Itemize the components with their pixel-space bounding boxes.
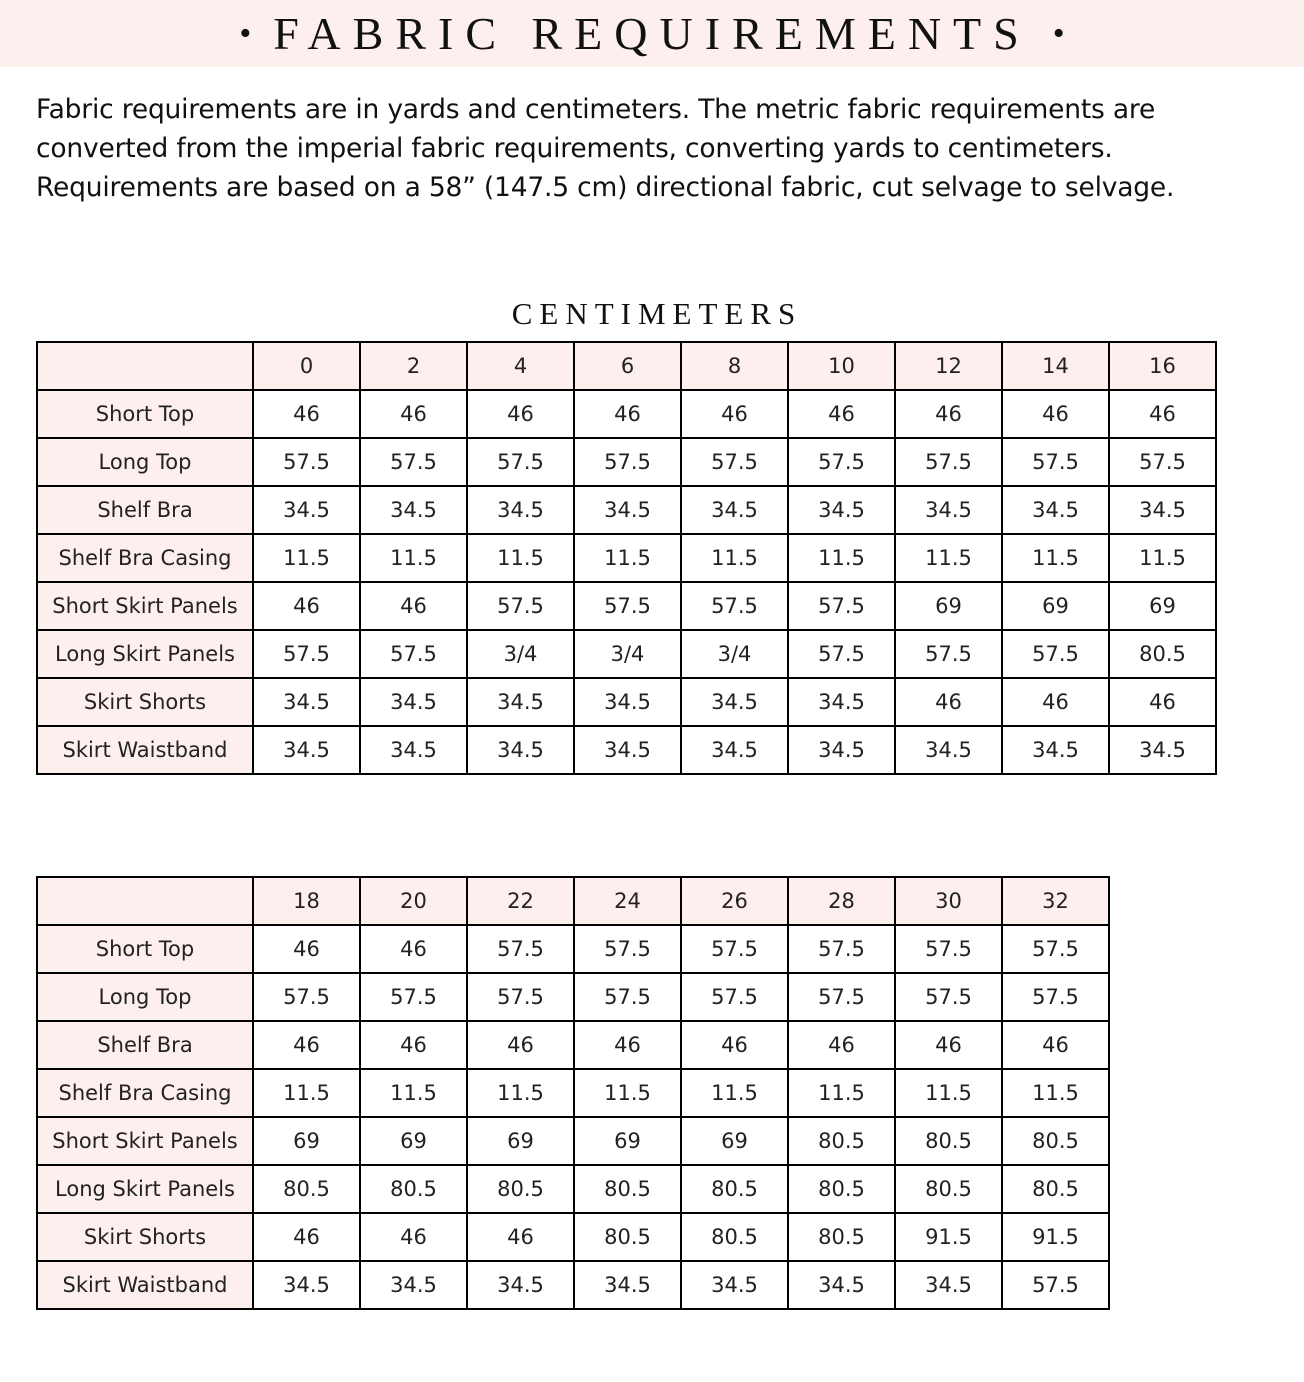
size-header: 30 bbox=[895, 877, 1002, 925]
table-row bbox=[37, 1069, 1109, 1117]
value-cell: 57.5 bbox=[574, 438, 681, 486]
value-cell: 34.5 bbox=[574, 486, 681, 534]
row-label: Long Top bbox=[37, 973, 253, 1021]
value-cell: 34.5 bbox=[360, 486, 467, 534]
value-cell: 34.5 bbox=[467, 1261, 574, 1309]
size-header: 20 bbox=[360, 877, 467, 925]
title-banner bbox=[0, 0, 1304, 67]
table-row bbox=[37, 390, 1216, 438]
requirements-table-sizes-0-16 bbox=[36, 341, 1217, 775]
value-cell: 57.5 bbox=[253, 973, 360, 1021]
value-cell: 57.5 bbox=[1002, 630, 1109, 678]
value-cell: 57.5 bbox=[895, 630, 1002, 678]
size-header: 0 bbox=[253, 342, 360, 390]
value-cell: 11.5 bbox=[895, 534, 1002, 582]
value-cell: 11.5 bbox=[1109, 534, 1216, 582]
value-cell: 34.5 bbox=[681, 1261, 788, 1309]
value-cell: 57.5 bbox=[788, 973, 895, 1021]
size-header: 2 bbox=[360, 342, 467, 390]
value-cell: 46 bbox=[360, 390, 467, 438]
value-cell: 80.5 bbox=[467, 1165, 574, 1213]
value-cell: 80.5 bbox=[1002, 1165, 1109, 1213]
value-cell: 3/4 bbox=[574, 630, 681, 678]
row-label: Skirt Shorts bbox=[37, 1213, 253, 1261]
value-cell: 34.5 bbox=[788, 678, 895, 726]
value-cell: 69 bbox=[360, 1117, 467, 1165]
value-cell: 46 bbox=[788, 390, 895, 438]
value-cell: 34.5 bbox=[895, 486, 1002, 534]
value-cell: 57.5 bbox=[360, 438, 467, 486]
size-header: 8 bbox=[681, 342, 788, 390]
value-cell: 46 bbox=[1002, 1021, 1109, 1069]
value-cell: 57.5 bbox=[467, 582, 574, 630]
size-header: 16 bbox=[1109, 342, 1216, 390]
value-cell: 57.5 bbox=[681, 582, 788, 630]
value-cell: 57.5 bbox=[360, 630, 467, 678]
value-cell: 46 bbox=[681, 390, 788, 438]
row-label: Skirt Waistband bbox=[37, 726, 253, 774]
row-label: Short Skirt Panels bbox=[37, 582, 253, 630]
value-cell: 46 bbox=[574, 1021, 681, 1069]
value-cell: 34.5 bbox=[1109, 726, 1216, 774]
value-cell: 11.5 bbox=[253, 1069, 360, 1117]
size-header: 22 bbox=[467, 877, 574, 925]
value-cell: 34.5 bbox=[1002, 486, 1109, 534]
value-cell: 46 bbox=[788, 1021, 895, 1069]
value-cell: 80.5 bbox=[681, 1213, 788, 1261]
table-row bbox=[37, 1165, 1109, 1213]
value-cell: 57.5 bbox=[574, 925, 681, 973]
row-label: Long Skirt Panels bbox=[37, 630, 253, 678]
row-label: Short Skirt Panels bbox=[37, 1117, 253, 1165]
value-cell: 46 bbox=[574, 390, 681, 438]
value-cell: 80.5 bbox=[360, 1165, 467, 1213]
value-cell: 46 bbox=[895, 1021, 1002, 1069]
size-header: 14 bbox=[1002, 342, 1109, 390]
value-cell: 57.5 bbox=[253, 438, 360, 486]
row-label: Long Top bbox=[37, 438, 253, 486]
row-label: Shelf Bra bbox=[37, 486, 253, 534]
size-header: 28 bbox=[788, 877, 895, 925]
value-cell: 34.5 bbox=[574, 678, 681, 726]
value-cell: 11.5 bbox=[253, 534, 360, 582]
table-row bbox=[37, 973, 1109, 1021]
value-cell: 80.5 bbox=[1002, 1117, 1109, 1165]
value-cell: 11.5 bbox=[681, 534, 788, 582]
value-cell: 46 bbox=[895, 390, 1002, 438]
value-cell: 46 bbox=[253, 390, 360, 438]
value-cell: 3/4 bbox=[681, 630, 788, 678]
value-cell: 34.5 bbox=[360, 1261, 467, 1309]
row-label: Skirt Waistband bbox=[37, 1261, 253, 1309]
value-cell: 11.5 bbox=[1002, 1069, 1109, 1117]
value-cell: 46 bbox=[895, 678, 1002, 726]
value-cell: 69 bbox=[467, 1117, 574, 1165]
value-cell: 34.5 bbox=[895, 726, 1002, 774]
row-label: Short Top bbox=[37, 925, 253, 973]
value-cell: 34.5 bbox=[1002, 726, 1109, 774]
value-cell: 34.5 bbox=[788, 1261, 895, 1309]
value-cell: 11.5 bbox=[574, 1069, 681, 1117]
value-cell: 80.5 bbox=[681, 1165, 788, 1213]
size-header: 6 bbox=[574, 342, 681, 390]
value-cell: 57.5 bbox=[1002, 1261, 1109, 1309]
table-row bbox=[37, 534, 1216, 582]
value-cell: 34.5 bbox=[574, 1261, 681, 1309]
table-row bbox=[37, 925, 1109, 973]
size-header: 26 bbox=[681, 877, 788, 925]
value-cell: 46 bbox=[253, 582, 360, 630]
value-cell: 69 bbox=[681, 1117, 788, 1165]
table-row bbox=[37, 486, 1216, 534]
value-cell: 46 bbox=[467, 1021, 574, 1069]
value-cell: 69 bbox=[1002, 582, 1109, 630]
value-cell: 57.5 bbox=[467, 925, 574, 973]
value-cell: 34.5 bbox=[467, 678, 574, 726]
row-label: Shelf Bra Casing bbox=[37, 534, 253, 582]
value-cell: 34.5 bbox=[681, 486, 788, 534]
value-cell: 34.5 bbox=[895, 1261, 1002, 1309]
size-header: 32 bbox=[1002, 877, 1109, 925]
value-cell: 57.5 bbox=[574, 582, 681, 630]
table-row bbox=[37, 726, 1216, 774]
value-cell: 80.5 bbox=[788, 1165, 895, 1213]
value-cell: 34.5 bbox=[253, 1261, 360, 1309]
row-label: Skirt Shorts bbox=[37, 678, 253, 726]
value-cell: 57.5 bbox=[788, 438, 895, 486]
table-row bbox=[37, 1213, 1109, 1261]
value-cell: 46 bbox=[467, 1213, 574, 1261]
value-cell: 11.5 bbox=[895, 1069, 1002, 1117]
value-cell: 46 bbox=[360, 925, 467, 973]
value-cell: 34.5 bbox=[574, 726, 681, 774]
table-row bbox=[37, 1261, 1109, 1309]
value-cell: 34.5 bbox=[1109, 486, 1216, 534]
table-row bbox=[37, 438, 1216, 486]
value-cell: 11.5 bbox=[681, 1069, 788, 1117]
value-cell: 46 bbox=[253, 1213, 360, 1261]
value-cell: 34.5 bbox=[360, 678, 467, 726]
value-cell: 46 bbox=[1109, 678, 1216, 726]
value-cell: 57.5 bbox=[574, 973, 681, 1021]
value-cell: 34.5 bbox=[788, 726, 895, 774]
table-row bbox=[37, 1021, 1109, 1069]
table-caption: CENTIMETERS bbox=[511, 296, 803, 331]
value-cell: 34.5 bbox=[467, 486, 574, 534]
value-cell: 57.5 bbox=[788, 582, 895, 630]
value-cell: 11.5 bbox=[574, 534, 681, 582]
value-cell: 46 bbox=[360, 582, 467, 630]
value-cell: 57.5 bbox=[788, 925, 895, 973]
value-cell: 11.5 bbox=[788, 1069, 895, 1117]
value-cell: 3/4 bbox=[467, 630, 574, 678]
row-label: Long Skirt Panels bbox=[37, 1165, 253, 1213]
value-cell: 91.5 bbox=[895, 1213, 1002, 1261]
value-cell: 34.5 bbox=[253, 678, 360, 726]
value-cell: 57.5 bbox=[681, 973, 788, 1021]
value-cell: 34.5 bbox=[681, 678, 788, 726]
requirements-table-sizes-18-32 bbox=[36, 876, 1110, 1310]
value-cell: 11.5 bbox=[467, 534, 574, 582]
value-cell: 57.5 bbox=[895, 438, 1002, 486]
value-cell: 34.5 bbox=[360, 726, 467, 774]
value-cell: 34.5 bbox=[253, 726, 360, 774]
value-cell: 11.5 bbox=[788, 534, 895, 582]
value-cell: 46 bbox=[681, 1021, 788, 1069]
value-cell: 57.5 bbox=[1109, 438, 1216, 486]
page-title bbox=[239, 7, 1064, 60]
size-header: 12 bbox=[895, 342, 1002, 390]
value-cell: 57.5 bbox=[253, 630, 360, 678]
table-row bbox=[37, 630, 1216, 678]
value-cell: 91.5 bbox=[1002, 1213, 1109, 1261]
row-label: Short Top bbox=[37, 390, 253, 438]
value-cell: 11.5 bbox=[360, 534, 467, 582]
value-cell: 34.5 bbox=[788, 486, 895, 534]
value-cell: 46 bbox=[360, 1021, 467, 1069]
value-cell: 80.5 bbox=[895, 1165, 1002, 1213]
row-label: Shelf Bra Casing bbox=[37, 1069, 253, 1117]
value-cell: 69 bbox=[1109, 582, 1216, 630]
value-cell: 46 bbox=[1002, 390, 1109, 438]
value-cell: 46 bbox=[253, 1021, 360, 1069]
bullet-left: • bbox=[239, 14, 252, 52]
table-row bbox=[37, 1117, 1109, 1165]
value-cell: 80.5 bbox=[895, 1117, 1002, 1165]
value-cell: 69 bbox=[895, 582, 1002, 630]
value-cell: 46 bbox=[253, 925, 360, 973]
value-cell: 11.5 bbox=[360, 1069, 467, 1117]
value-cell: 11.5 bbox=[467, 1069, 574, 1117]
value-cell: 80.5 bbox=[788, 1117, 895, 1165]
corner-cell bbox=[37, 877, 253, 925]
header-row bbox=[37, 342, 1216, 390]
row-label: Shelf Bra bbox=[37, 1021, 253, 1069]
value-cell: 34.5 bbox=[467, 726, 574, 774]
value-cell: 46 bbox=[1109, 390, 1216, 438]
size-header: 10 bbox=[788, 342, 895, 390]
size-header: 24 bbox=[574, 877, 681, 925]
value-cell: 57.5 bbox=[467, 973, 574, 1021]
value-cell: 57.5 bbox=[681, 925, 788, 973]
value-cell: 57.5 bbox=[1002, 973, 1109, 1021]
value-cell: 80.5 bbox=[574, 1213, 681, 1261]
value-cell: 57.5 bbox=[895, 973, 1002, 1021]
value-cell: 80.5 bbox=[788, 1213, 895, 1261]
size-header: 18 bbox=[253, 877, 360, 925]
value-cell: 34.5 bbox=[253, 486, 360, 534]
value-cell: 46 bbox=[467, 390, 574, 438]
value-cell: 57.5 bbox=[467, 438, 574, 486]
value-cell: 69 bbox=[253, 1117, 360, 1165]
value-cell: 57.5 bbox=[681, 438, 788, 486]
value-cell: 57.5 bbox=[1002, 438, 1109, 486]
size-header: 4 bbox=[467, 342, 574, 390]
value-cell: 80.5 bbox=[253, 1165, 360, 1213]
value-cell: 57.5 bbox=[788, 630, 895, 678]
value-cell: 57.5 bbox=[360, 973, 467, 1021]
table-row bbox=[37, 582, 1216, 630]
header-row bbox=[37, 877, 1109, 925]
corner-cell bbox=[37, 342, 253, 390]
value-cell: 46 bbox=[360, 1213, 467, 1261]
value-cell: 46 bbox=[1002, 678, 1109, 726]
value-cell: 57.5 bbox=[895, 925, 1002, 973]
intro-paragraph: Fabric requirements are in yards and centimeters. The metric fabric requirements are converted from the imperial fabric requirements, converting yards to centimeters. Requirements are based on a 58” (147.5 cm) directional fabric, cut selvage to selvage. bbox=[36, 94, 1175, 203]
value-cell: 80.5 bbox=[1109, 630, 1216, 678]
bullet-right: • bbox=[1052, 14, 1065, 52]
value-cell: 34.5 bbox=[681, 726, 788, 774]
value-cell: 69 bbox=[574, 1117, 681, 1165]
page-title-text: FABRIC REQUIREMENTS bbox=[273, 8, 1031, 59]
value-cell: 57.5 bbox=[1002, 925, 1109, 973]
value-cell: 11.5 bbox=[1002, 534, 1109, 582]
value-cell: 80.5 bbox=[574, 1165, 681, 1213]
table-row bbox=[37, 678, 1216, 726]
